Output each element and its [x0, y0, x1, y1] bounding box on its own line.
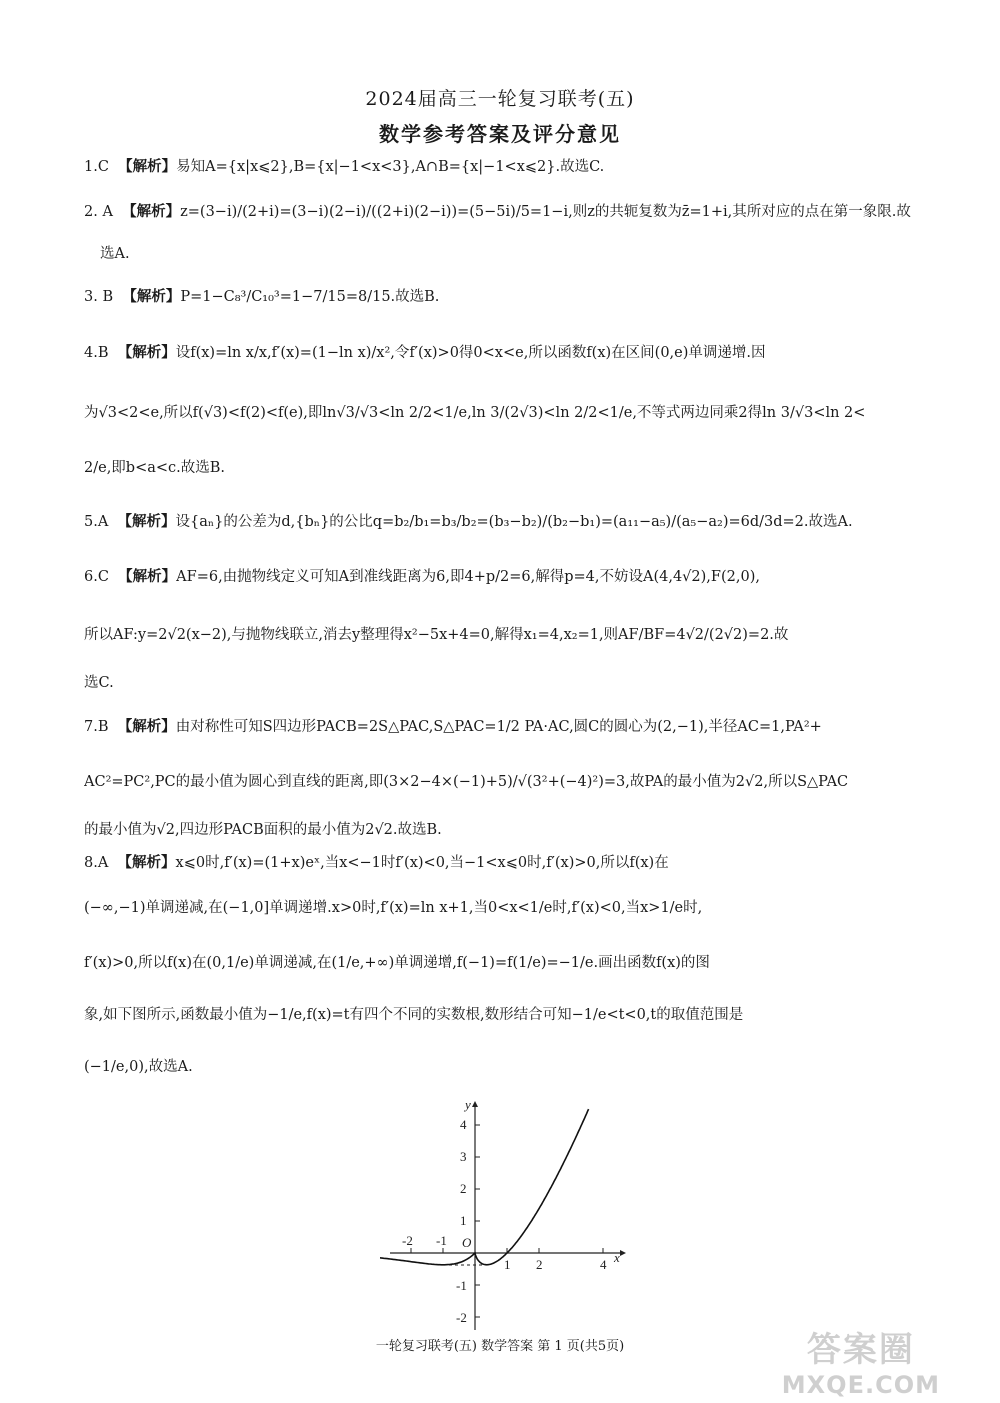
answer-8-cont-4: (−1/e,0),故选A. [84, 1059, 193, 1075]
answer-number: 3. B [84, 289, 114, 305]
y-axis-label: y [465, 1097, 471, 1112]
y-tick-label: -2 [456, 1310, 467, 1325]
page-subtitle: 数学参考答案及评分意见 [379, 122, 621, 146]
answer-number: 1.C [84, 159, 109, 175]
analysis-tag: 【解析】 [122, 289, 181, 305]
answer-5 [84, 512, 924, 532]
y-tick-label: 4 [460, 1117, 467, 1132]
x-tick-label: 4 [600, 1257, 607, 1272]
answer-number: 6.C [84, 569, 109, 585]
analysis-tag: 【解析】 [122, 204, 181, 220]
answer-number: 5.A [84, 514, 109, 530]
answer-8 [84, 853, 924, 873]
analysis-tag: 【解析】 [117, 855, 176, 871]
answer-text: 设f(x)=ln x/x,f′(x)=(1−ln x)/x²,令f′(x)>0得0<x<e,所以函数f(x)在区间(0,e)单调递增.因 [175, 345, 766, 361]
x-tick-label: 2 [536, 1257, 543, 1272]
answer-3 [84, 287, 924, 307]
analysis-tag: 【解析】 [118, 569, 177, 585]
function-graph [380, 1095, 640, 1335]
answer-6-cont-2: 选C. [84, 675, 114, 691]
page-title: 2024届高三一轮复习联考(五) [365, 88, 635, 110]
analysis-tag: 【解析】 [118, 159, 177, 175]
answer-number: 2. A [84, 204, 113, 220]
answer-2 [84, 202, 924, 222]
answer-2-cont: 选A. [100, 246, 130, 262]
answer-7 [84, 717, 924, 737]
answer-text: z=(3−i)/(2+i)=(3−i)(2−i)/((2+i)(2−i))=(5−5i)/5=1−i,则z的共轭复数为z̄=1+i,其所对应的点在第一象限.故 [180, 204, 911, 220]
y-axis-arrow [472, 1101, 478, 1107]
answer-number: 7.B [84, 719, 109, 735]
answer-4-cont-2: 2/e,即b<a<c.故选B. [84, 460, 226, 476]
answer-6 [84, 567, 924, 587]
answer-number: 8.A [84, 855, 109, 871]
watermark-text: 答案圈 [806, 1330, 915, 1370]
analysis-tag: 【解析】 [117, 514, 176, 530]
answer-8-cont-3: 象,如下图所示,函数最小值为−1/e,f(x)=t有四个不同的实数根,数形结合可知−1/e<t<0,t的取值范围是 [84, 1007, 744, 1023]
y-tick-label: 2 [460, 1181, 467, 1196]
x-tick-label: -2 [402, 1233, 413, 1248]
x-tick-label: 1 [504, 1257, 511, 1272]
answer-text: x⩽0时,f′(x)=(1+x)eˣ,当x<−1时f′(x)<0,当−1<x⩽0时,f′(x)>0,所以f(x)在 [175, 855, 669, 871]
answer-8-cont-1: (−∞,−1)单调递减,在(−1,0]单调递增.x>0时,f′(x)=ln x+1,当0<x<1/e时,f′(x)<0,当x>1/e时, [84, 900, 703, 916]
answer-number: 4.B [84, 345, 109, 361]
answer-text: P=1−C₈³/C₁₀³=1−7/15=8/15.故选B. [180, 289, 440, 305]
analysis-tag: 【解析】 [117, 719, 176, 735]
origin-label: O [462, 1235, 472, 1250]
answer-4 [84, 343, 924, 363]
answer-7-cont-2: 的最小值为√2,四边形PACB面积的最小值为2√2.故选B. [84, 822, 442, 838]
answer-1 [84, 157, 924, 177]
page-footer: 一轮复习联考(五) 数学答案 第 1 页(共5页) [375, 1339, 625, 1354]
watermark [782, 1322, 940, 1399]
y-tick-label: -1 [456, 1278, 467, 1293]
answer-text: 设{aₙ}的公差为d,{bₙ}的公比q=b₂/b₁=b₃/b₂=(b₃−b₂)/(b₂−b₁)=(a₁₁−a₅)/(a₅−a₂)=6d/3d=2.故选A. [175, 514, 853, 530]
answer-7-cont-1: AC²=PC²,PC的最小值为圆心到直线的距离,即(3×2−4×(−1)+5)/√(3²+(−4)²)=3,故PA的最小值为2√2,所以S△PAC [84, 774, 849, 790]
answer-8-cont-2: f′(x)>0,所以f(x)在(0,1/e)单调递减,在(1/e,+∞)单调递增,f(−1)=f(1/e)=−1/e.画出函数f(x)的图 [84, 955, 710, 971]
y-tick-label: 1 [460, 1213, 467, 1228]
analysis-tag: 【解析】 [117, 345, 176, 361]
answer-text: AF=6,由抛物线定义可知A到准线距离为6,即4+p/2=6,解得p=4,不妨设A(4,4√2),F(2,0), [176, 569, 760, 585]
x-axis-label: x [614, 1250, 620, 1265]
y-tick-label: 3 [460, 1149, 467, 1164]
answer-6-cont-1: 所以AF:y=2√2(x−2),与抛物线联立,消去y整理得x²−5x+4=0,解得x₁=4,x₂=1,则AF/BF=4√2/(2√2)=2.故 [84, 627, 789, 643]
x-tick-label: -1 [436, 1233, 447, 1248]
answer-text: 易知A={x|x⩽2},B={x|−1<x<3},A∩B={x|−1<x⩽2}.故选C. [176, 159, 605, 175]
answer-4-cont-1: 为√3<2<e,所以f(√3)<f(2)<f(e),即ln√3/√3<ln 2/2<1/e,ln 3/(2√3)<ln 2/2<1/e,不等式两边同乘2得ln 3/√3<ln 2< [84, 405, 866, 421]
watermark-url: MXQE.COM [781, 1371, 940, 1399]
answer-text: 由对称性可知S四边形PACB=2S△PAC,S△PAC=1/2 PA·AC,圆C的圆心为(2,−1),半径AC=1,PA²+ [175, 719, 822, 735]
x-axis-arrow [620, 1250, 626, 1256]
